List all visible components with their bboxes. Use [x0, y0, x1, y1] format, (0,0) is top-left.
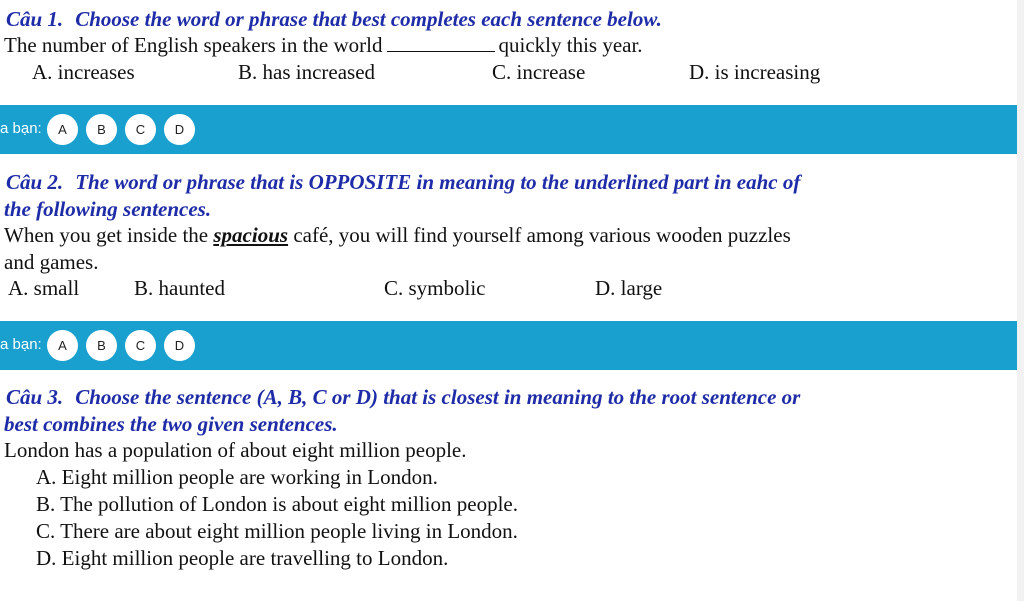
q2-stem	[4, 222, 791, 248]
answer-bar-1-choice-a[interactable]: A	[47, 114, 78, 145]
q3-instruction-line1: Choose the sentence (A, B, C or D) that is closest in meaning to the root sentence or	[75, 385, 801, 409]
q2-stem-after: café, you will find yourself among various wooden puzzles	[293, 223, 791, 247]
q3-option-a: A. Eight million people are working in London.	[36, 465, 438, 489]
q3-option-b: B. The pollution of London is about eight million people.	[36, 492, 518, 516]
answer-bar-2-choice-d[interactable]: D	[164, 330, 195, 361]
q1-option-a: A. increases	[32, 60, 135, 84]
q3-heading-line1	[6, 384, 800, 410]
q2-stem-line2: and games.	[4, 250, 99, 274]
q2-instruction-line2: the following sentences.	[4, 197, 212, 221]
q1-option-d: D. is increasing	[689, 60, 821, 84]
answer-bar-1-choice-c[interactable]: C	[125, 114, 156, 145]
q3-instruction-line2: best combines the two given sentences.	[4, 412, 338, 436]
q1-blank	[387, 33, 495, 52]
q2-underlined-word: spacious	[213, 223, 289, 247]
q2-option-c: C. symbolic	[384, 276, 486, 300]
q3-number: Câu 3.	[6, 385, 64, 409]
q2-instruction-line1: The word or phrase that is OPPOSITE in meaning to the underlined part in eahc of	[75, 170, 801, 194]
q2-stem-before: When you get inside the	[4, 223, 209, 247]
q2-option-b: B. haunted	[134, 276, 225, 300]
q2-number: Câu 2.	[6, 170, 64, 194]
q1-number: Câu 1.	[6, 7, 64, 31]
q3-option-c: C. There are about eight million people living in London.	[36, 519, 518, 543]
answer-bar-2-choice-c[interactable]: C	[125, 330, 156, 361]
q1-instruction: Choose the word or phrase that best completes each sentence below.	[75, 7, 662, 31]
q1-stem-after: quickly this year.	[498, 33, 643, 57]
answer-bar-2-choice-a[interactable]: A	[47, 330, 78, 361]
q1-option-b: B. has increased	[238, 60, 376, 84]
answer-bar-2-choice-b[interactable]: B	[86, 330, 117, 361]
q1-heading	[6, 6, 662, 32]
q3-option-d: D. Eight million people are travelling to London.	[36, 546, 449, 570]
q3-stem: London has a population of about eight million people.	[4, 438, 467, 462]
q2-option-a: A. small	[8, 276, 80, 300]
q2-option-d: D. large	[595, 276, 663, 300]
answer-bar-1-choice-d[interactable]: D	[164, 114, 195, 145]
q1-option-c: C. increase	[492, 60, 586, 84]
q1-stem	[4, 32, 643, 58]
answer-bar-2-label: a bạn:	[0, 336, 42, 353]
answer-bar-2	[0, 321, 1017, 370]
answer-bar-1-label: a bạn:	[0, 120, 42, 137]
answer-bar-1	[0, 105, 1017, 154]
right-edge-strip	[1017, 0, 1024, 601]
q1-stem-before: The number of English speakers in the world	[4, 33, 383, 57]
answer-bar-1-choice-b[interactable]: B	[86, 114, 117, 145]
q2-heading-line1	[6, 169, 800, 195]
